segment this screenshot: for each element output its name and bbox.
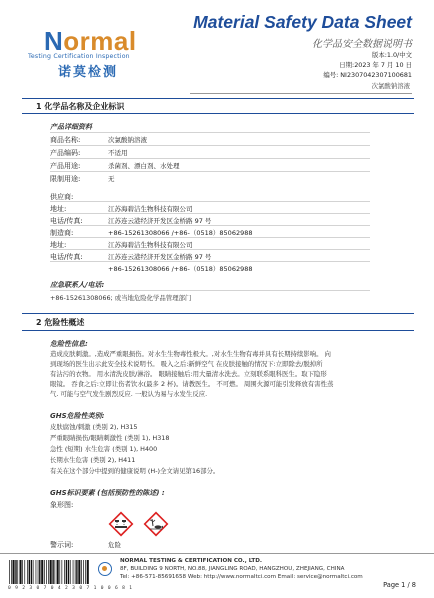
signal-word-value: 危险 <box>108 541 121 549</box>
row-divider <box>50 132 370 133</box>
hazard-info-line: 造成皮肤刺激。,造成严重眼损伤。对水生生物毒性极大。,对水生生物有毒并具有长期持续影响。 向 <box>50 350 331 358</box>
supplier-value: 江苏海碧洁生物科技有限公司 <box>108 205 193 213</box>
ghs-classification-item: 严重眼睛损伤/眼睛刺激性 (类别 1), H318 <box>50 434 170 442</box>
document-subtitle: 化学品安全数据说明书 <box>312 39 412 50</box>
manufacturer-value: 江苏海碧洁生物科技有限公司 <box>108 241 193 249</box>
product-use-value: 杀菌剂、漂白剂、水处理 <box>108 162 180 170</box>
ghs-classification-title: GHS危险性类别: <box>50 412 105 420</box>
pictogram-group <box>108 511 173 541</box>
section-divider <box>22 313 414 314</box>
footer-address: 8F, BUILDING 9 NORTH, NO.88, JIANGLING ROAD, HANGZHOU, ZHEJIANG, CHINA <box>120 566 345 572</box>
section-divider <box>22 113 414 114</box>
supplier-tel-label: 电话/传真: <box>50 217 83 225</box>
hazard-info-line: 到现场的医生出示此安全技术说明书。 吸入之后:新鲜空气 在皮肤接触的情况下:立即除去/脱掉所 <box>50 360 323 368</box>
footer-logo-icon <box>98 562 112 576</box>
hazard-info-line: 气. 可能与空气发生剧烈反应. 一般认为易与水发生反应. <box>50 390 208 398</box>
date-text: 日期:2023 年 7 月 10 日 <box>339 61 412 69</box>
section-2-title: 2 危险性概述 <box>36 318 85 327</box>
row-divider <box>50 201 370 202</box>
company-logo: Normal <box>44 26 137 56</box>
manufacturer-tel-label: 电话/传真: <box>50 253 83 261</box>
page-number: Page 1 / 8 <box>383 581 416 589</box>
row-divider <box>50 261 370 262</box>
manufacturer-address-label: 地址: <box>50 241 67 249</box>
pictogram-label: 象形图: <box>50 501 74 509</box>
product-code-value: 不适用 <box>108 149 128 157</box>
supplier-tel-value: +86-15261308066 /+86-（0518）85062988 <box>108 229 253 237</box>
row-divider <box>50 237 370 238</box>
supplier-label: 供应商: <box>50 193 74 201</box>
ghs-label-elements-title: GHS标识要素 (包括预防性的陈述) : <box>50 489 165 497</box>
version-text: 版本:1.0/中文 <box>371 51 412 59</box>
trade-name-label: 商品名称: <box>50 136 81 144</box>
section-1-title: 1 化学品名称及企业标识 <box>36 102 125 111</box>
row-divider <box>50 213 370 214</box>
footer-divider <box>0 553 434 554</box>
logo-chinese-name: 诺莫检测 <box>58 65 119 80</box>
logo-tagline: Testing Certification Inspection <box>28 53 130 60</box>
product-code-label: 产品编码: <box>50 149 81 157</box>
hazard-info-title: 危险性信息: <box>50 340 88 348</box>
barcode-image <box>8 560 90 586</box>
header-divider <box>190 93 412 94</box>
row-divider <box>50 225 370 226</box>
restricted-use-label: 限制用途: <box>50 175 81 183</box>
row-divider <box>50 290 370 291</box>
document-number: 编号: NI2307042307100681 <box>323 71 412 79</box>
footer-company-name: NORMAL TESTING & CERTIFICATION CO., LTD. <box>120 558 262 564</box>
emergency-contact-value: +86-15261308066; 或当地危险化学品管理部门 <box>50 294 192 302</box>
row-divider <box>50 145 370 146</box>
section-divider <box>22 98 414 99</box>
ghs-classification-item: 长期水生危害 (类别 2), H411 <box>50 456 136 464</box>
ghs-classification-item: 急性 (短期) 水生危害 (类别 1), H400 <box>50 445 158 453</box>
ghs-classification-item: 有关在这个部分中提到的健康说明 (H-)全文请见第16部分。 <box>50 467 220 475</box>
barcode-number: 0 9 2 3 0 7 0 4 2 3 0 7 1 0 0 6 8 1 <box>8 586 133 591</box>
emergency-contact-title: 应急联系人/电话: <box>50 281 105 289</box>
product-info-title: 产品详细资料 <box>50 123 92 131</box>
row-divider <box>50 158 370 159</box>
restricted-use-value: 无 <box>108 175 115 183</box>
hazard-info-line: 有沾污的衣物。 用水清洗皮肤/淋浴。 眼睛接触后:用大量清水洗去。立刻联系眼科医生。取下隐形 <box>50 370 327 378</box>
row-divider <box>50 171 370 172</box>
manufacturer-tel-value: +86-15261308066 /+86-（0518）85062988 <box>108 265 253 273</box>
document-title: Material Safety Data Sheet <box>193 12 412 32</box>
environment-pictogram-icon <box>143 511 169 537</box>
hazard-info-line: 眼镜。 吞食之后:立即让伤者饮水(最多 2 杯)。请教医生。 不可燃。 周围火源可能引发释放有害性蒸 <box>50 380 334 388</box>
ghs-classification-item: 皮肤腐蚀/刺激 (类别 2), H315 <box>50 423 138 431</box>
section-divider <box>22 330 414 331</box>
product-name-tag: 次氯酸钠溶液 <box>371 82 410 90</box>
product-use-label: 产品用途: <box>50 162 81 170</box>
supplier-address-value: 江苏连云港经济开发区金桥路 97 号 <box>108 217 212 225</box>
footer-contacts: Tel: +86-571-85691658 Web: http://www.normaltci.com Email: service@normaltci.com <box>120 574 363 580</box>
manufacturer-address-value: 江苏连云港经济开发区金桥路 97 号 <box>108 253 212 261</box>
manufacturer-label: 制造商: <box>50 229 74 237</box>
corrosion-pictogram-icon <box>108 511 134 537</box>
supplier-address-label: 地址: <box>50 205 67 213</box>
signal-word-label: 警示词: <box>50 541 74 549</box>
row-divider <box>50 249 370 250</box>
trade-name-value: 次氯酸钠溶液 <box>108 136 147 144</box>
